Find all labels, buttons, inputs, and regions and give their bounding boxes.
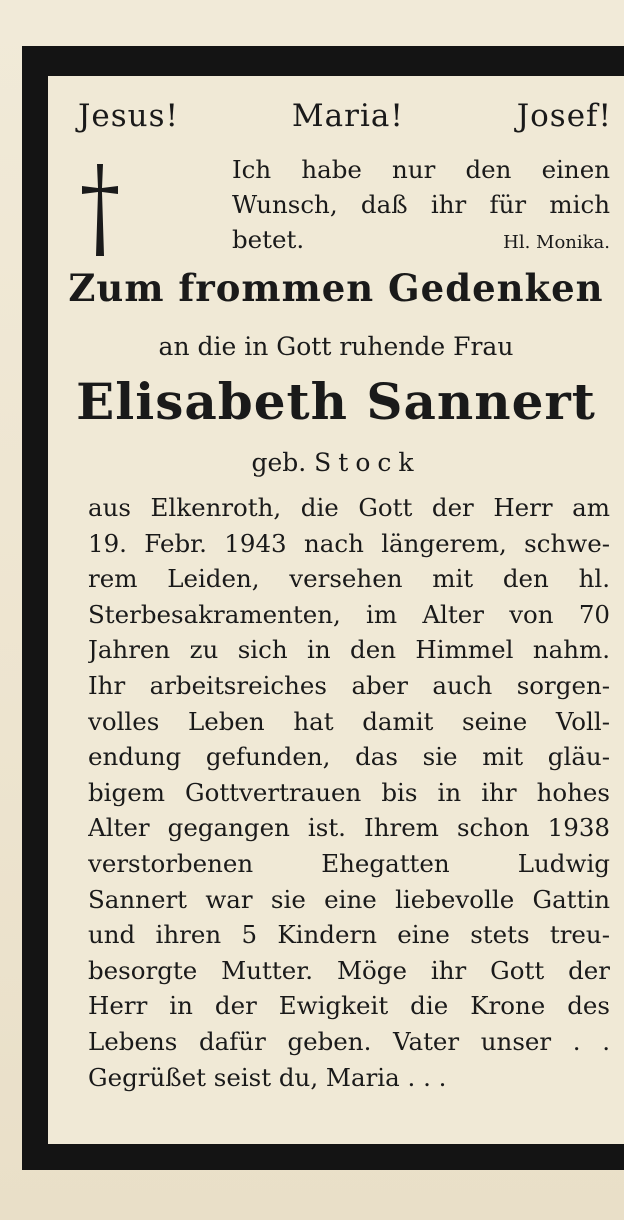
invocation-jesus: Jesus! [78,98,180,134]
quote-line: Wunsch, daß ihr für mich [232,190,610,219]
text-line: Ihr arbeitsreiches aber auch sorgen- [88,670,610,700]
quote-source: Hl. Monika. [503,232,610,253]
text-line: rem Leiden, versehen mit den hl. [88,564,610,594]
text-line: und ihren 5 Kindern eine stets treu- [88,920,610,950]
cross-icon [80,160,120,260]
text-line: Gegrüßet seist du, Maria . . . [88,1062,447,1092]
maiden-prefix: geb. [251,448,307,477]
text-line: Lebens dafür geben. Vater unser . . [88,1026,610,1056]
quote-line: Ich habe nur den einen [232,155,610,184]
text-line: 19. Febr. 1943 nach längerem, schwe- [88,528,610,558]
memorial-subheading: an die in Gott ruhende Frau [158,332,514,361]
text-line: endung gefunden, das sie mit gläu- [88,742,610,772]
maiden-surname: Stock [314,448,421,477]
text-line: Jahren zu sich in den Himmel nahm. [88,635,610,665]
invocation-josef: Josef! [516,98,612,134]
saint-quote [232,152,610,260]
text-line: bigem Gottvertrauen bis in ihr hohes [88,777,610,807]
invocation-maria: Maria! [291,98,404,134]
text-line: besorgte Mutter. Möge ihr Gott der [88,955,610,985]
text-line: Sannert war sie eine liebevolle Gattin [88,884,610,914]
quote-line: betet. [232,225,305,254]
text-line: Alter gegangen ist. Ihrem schon 1938 [88,813,610,843]
text-line: verstorbenen Ehegatten Ludwig [88,848,610,878]
text-line: Sterbesakramenten, im Alter von 70 [88,599,610,629]
memorial-heading: Zum frommen Gedenken [68,266,604,310]
obituary-text [88,490,610,1095]
text-line: volles Leben hat damit seine Voll- [88,706,610,736]
maiden-name [48,448,624,477]
deceased-name: Elisabeth Sannert [76,372,596,431]
invocations [78,98,612,134]
text-line: Herr in der Ewigkeit die Krone des [88,991,610,1021]
text-line: aus Elkenroth, die Gott der Herr am [88,493,610,522]
